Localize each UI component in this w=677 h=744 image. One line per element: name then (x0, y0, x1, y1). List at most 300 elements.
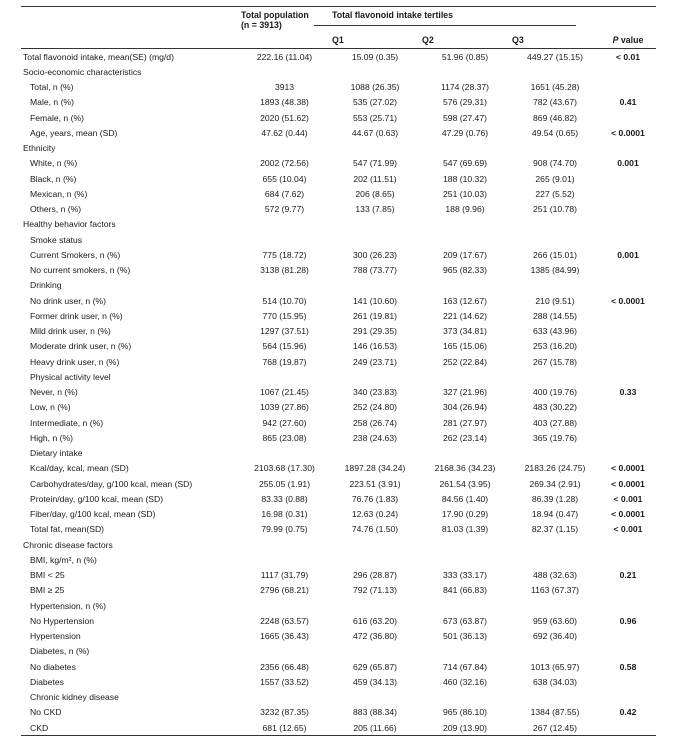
cell-q3: 1163 (67.37) (530, 585, 580, 596)
cell-q3: 265 (9.01) (535, 173, 575, 184)
cell-q3: 269.34 (2.91) (529, 478, 581, 489)
cell-q3 (510, 64, 600, 79)
cell-q2: 576 (29.31) (443, 97, 487, 108)
cell-total (239, 141, 330, 156)
cell-total: 1297 (37.51) (260, 326, 309, 337)
cell-q2: 598 (27.47) (443, 112, 487, 123)
cell-q2: 373 (34.81) (443, 326, 487, 337)
cell-q2: 673 (63.87) (443, 615, 487, 626)
cell-q2: 2168.36 (34.23) (434, 463, 496, 474)
cell-q2 (420, 141, 510, 156)
cell-q2 (420, 232, 510, 247)
cell-q3 (510, 217, 600, 232)
cell-q2: 209 (17.67) (443, 249, 487, 260)
table-row (21, 415, 656, 430)
cell-q3: 449.27 (15.15) (527, 51, 583, 62)
table-row (21, 720, 656, 736)
cell-p-value: < 0.0001 (611, 127, 645, 138)
cell-q2: 281 (27.97) (443, 417, 487, 428)
cell-p-value (600, 598, 656, 613)
cell-p-value (600, 80, 656, 95)
cell-q1 (330, 598, 420, 613)
row-label: Drinking (30, 280, 62, 291)
header-tertiles: Total flavonoid intake tertiles (332, 10, 454, 20)
table-row (21, 339, 656, 354)
cell-q1: 300 (26.23) (353, 249, 397, 260)
row-label: Dietary intake (30, 448, 83, 459)
table-row (21, 278, 656, 293)
cell-total (239, 644, 330, 659)
cell-q2 (420, 369, 510, 384)
cell-q3: 1013 (65.97) (530, 661, 580, 672)
cell-q1: 15.09 (0.35) (351, 51, 399, 62)
row-label: Smoke status (30, 234, 83, 245)
row-label: Protein/day, g/100 kcal, mean (SD) (30, 493, 164, 504)
table-row (21, 186, 656, 201)
cell-q2 (420, 446, 510, 461)
cell-q3 (510, 141, 600, 156)
cell-q1: 249 (23.71) (353, 356, 397, 367)
cell-q1: 141 (10.60) (353, 295, 397, 306)
table-row (21, 95, 656, 110)
table-body (21, 49, 656, 736)
cell-q3 (510, 598, 600, 613)
cell-q2 (420, 278, 510, 293)
cell-p-value: < 0.001 (613, 493, 643, 504)
table-row (21, 308, 656, 323)
cell-q2: 714 (67.84) (443, 661, 487, 672)
cell-p-value (600, 171, 656, 186)
cell-q2: 965 (82.33) (443, 265, 487, 276)
cell-q2: 262 (23.14) (443, 432, 487, 443)
cell-q1: 553 (25.71) (353, 112, 397, 123)
cell-q2 (420, 64, 510, 79)
characteristics-table (21, 6, 656, 736)
row-label: Physical activity level (30, 371, 111, 382)
cell-total: 655 (10.04) (262, 173, 307, 184)
table-row (21, 598, 656, 613)
cell-q1: 792 (71.13) (353, 585, 397, 596)
table-row (21, 125, 656, 140)
row-label: Fiber/day, g/100 kcal, mean (SD) (30, 509, 156, 520)
cell-total: 3913 (274, 82, 295, 93)
cell-p-value: < 0.0001 (611, 295, 645, 306)
header-blank-p (600, 7, 656, 33)
cell-total: 2248 (63.57) (260, 615, 309, 626)
cell-q2 (420, 217, 510, 232)
cell-q1: 202 (11.51) (353, 173, 397, 184)
cell-q3: 288 (14.55) (533, 310, 577, 321)
cell-p-value: < 0.001 (613, 524, 643, 535)
row-label: Hypertension, n (%) (30, 600, 106, 611)
cell-total: 1557 (33.52) (260, 676, 309, 687)
cell-q1 (330, 446, 420, 461)
cell-q1 (330, 369, 420, 384)
cell-q3: 638 (34.03) (533, 676, 577, 687)
table-row (21, 537, 656, 552)
cell-p-value (600, 674, 656, 689)
cell-p-value (600, 644, 656, 659)
cell-p-value: 0.96 (619, 615, 637, 626)
cell-total: 2020 (51.62) (260, 112, 309, 123)
row-label: Mexican, n (%) (30, 188, 88, 199)
cell-q2 (420, 552, 510, 567)
cell-q1: 133 (7.85) (355, 204, 395, 215)
cell-q2 (420, 644, 510, 659)
table-row (21, 659, 656, 674)
cell-q1 (330, 552, 420, 567)
cell-q3: 633 (43.96) (533, 326, 577, 337)
table-row (21, 644, 656, 659)
cell-q3: 251 (10.78) (533, 204, 577, 215)
cell-total: 681 (12.65) (262, 722, 307, 733)
cell-total: 1665 (36.43) (260, 631, 309, 642)
row-label: Heavy drink user, n (%) (30, 356, 120, 367)
cell-total: 2356 (66.48) (260, 661, 309, 672)
cell-q3: 227 (5.52) (535, 188, 575, 199)
cell-p-value (600, 141, 656, 156)
cell-q1: 12.63 (0.24) (351, 509, 399, 520)
table-row (21, 293, 656, 308)
row-label: Healthy behavior factors (23, 219, 116, 230)
cell-q3: 483 (30.22) (533, 402, 577, 413)
cell-p-value: 0.41 (619, 97, 637, 108)
cell-q1: 459 (34.13) (353, 676, 397, 687)
cell-q1: 291 (29.35) (353, 326, 397, 337)
cell-q1 (330, 232, 420, 247)
table-row (21, 583, 656, 598)
cell-p-value (600, 354, 656, 369)
cell-total (239, 552, 330, 567)
cell-total: 3138 (81.28) (260, 265, 309, 276)
row-label: BMI ≥ 25 (30, 585, 65, 596)
cell-p-value (600, 64, 656, 79)
table-row (21, 613, 656, 628)
cell-p-value (600, 339, 656, 354)
cell-q3: 488 (32.63) (533, 570, 577, 581)
cell-q2: 252 (22.84) (443, 356, 487, 367)
cell-p-value (600, 720, 656, 736)
cell-q1: 547 (71.99) (353, 158, 397, 169)
table-row (21, 552, 656, 567)
cell-q1 (330, 537, 420, 552)
cell-total: 942 (27.60) (262, 417, 307, 428)
cell-q2: 47.29 (0.76) (441, 127, 489, 138)
cell-p-value (600, 110, 656, 125)
table-row (21, 141, 656, 156)
cell-q3: 266 (15.01) (533, 249, 577, 260)
cell-p-value (600, 202, 656, 217)
cell-q2: 333 (33.17) (443, 570, 487, 581)
cell-q3: 82.37 (1.15) (531, 524, 579, 535)
cell-p-value: < 0.0001 (611, 509, 645, 520)
table-row (21, 354, 656, 369)
cell-q1: 44.67 (0.63) (351, 127, 399, 138)
table-row (21, 476, 656, 491)
cell-q1: 1897.28 (34.24) (344, 463, 406, 474)
cell-q3 (510, 232, 600, 247)
cell-q1: 206 (8.65) (355, 188, 395, 199)
row-label: Diabetes, n (%) (30, 646, 90, 657)
cell-q3: 253 (16.20) (533, 341, 577, 352)
table-row (21, 232, 656, 247)
cell-q3: 1385 (84.99) (530, 265, 580, 276)
cell-p-value: 0.58 (619, 661, 637, 672)
cell-total (239, 598, 330, 613)
row-label: Current Smokers, n (%) (30, 249, 121, 260)
cell-p-value (600, 324, 656, 339)
row-label: Intermediate, n (%) (30, 417, 104, 428)
row-label: Mild drink user, n (%) (30, 326, 111, 337)
cell-p-value (600, 552, 656, 567)
cell-total: 255.05 (1.91) (258, 478, 311, 489)
table-row (21, 369, 656, 384)
row-label: Total flavonoid intake, mean(SE) (mg/d) (23, 51, 174, 62)
row-label: No drink user, n (%) (30, 295, 106, 306)
cell-total: 1039 (27.86) (260, 402, 309, 413)
cell-total: 768 (19.87) (262, 356, 307, 367)
cell-total: 79.99 (0.75) (261, 524, 308, 535)
cell-total (239, 369, 330, 384)
row-label: Moderate drink user, n (%) (30, 341, 132, 352)
cell-p-value (600, 537, 656, 552)
cell-p-value (600, 629, 656, 644)
row-label: CKD (30, 722, 49, 733)
cell-q3: 49.54 (0.65) (531, 127, 579, 138)
row-label: Socio-economic characteristics (23, 66, 142, 77)
cell-q3: 1651 (45.28) (530, 82, 580, 93)
table-row (21, 522, 656, 537)
cell-q1: 629 (65.87) (353, 661, 397, 672)
header-blank-2 (21, 32, 239, 49)
header-p-italic: P (612, 35, 619, 45)
row-label: BMI < 25 (30, 570, 65, 581)
cell-total: 770 (15.95) (262, 310, 307, 321)
cell-q1: 205 (11.66) (353, 722, 397, 733)
cell-q1 (330, 141, 420, 156)
row-label: Kcal/day, kcal, mean (SD) (30, 463, 129, 474)
table-header (21, 7, 656, 49)
cell-q1: 252 (24.80) (353, 402, 397, 413)
row-label: Female, n (%) (30, 112, 84, 123)
row-label: Chronic disease factors (23, 539, 113, 550)
cell-total (239, 690, 330, 705)
row-label: Male, n (%) (30, 97, 74, 108)
table-row (21, 324, 656, 339)
table-row (21, 705, 656, 720)
cell-q1: 146 (16.53) (353, 341, 397, 352)
row-label: Hypertension (30, 631, 81, 642)
cell-q2: 163 (12.67) (443, 295, 487, 306)
cell-p-value (600, 308, 656, 323)
table-row (21, 446, 656, 461)
cell-q2: 327 (21.96) (443, 387, 487, 398)
cell-q2: 81.03 (1.39) (441, 524, 489, 535)
table-row (21, 629, 656, 644)
cell-q2: 221 (14.62) (443, 310, 487, 321)
cell-q1: 223.51 (3.91) (349, 478, 401, 489)
cell-p-value (600, 217, 656, 232)
row-label: High, n (%) (30, 432, 73, 443)
cell-q1: 616 (63.20) (353, 615, 397, 626)
header-p-rest: value (618, 35, 644, 45)
cell-q1 (330, 690, 420, 705)
cell-p-value (600, 232, 656, 247)
cell-total: 1067 (21.45) (260, 387, 309, 398)
row-label: Black, n (%) (30, 173, 77, 184)
table-row (21, 674, 656, 689)
cell-total: 16.98 (0.31) (261, 509, 308, 520)
cell-q2: 460 (32.16) (443, 676, 487, 687)
cell-q1: 340 (23.83) (353, 387, 397, 398)
row-label: Ethnicity (23, 143, 56, 154)
cell-q2: 841 (66.83) (443, 585, 487, 596)
cell-total: 514 (10.70) (262, 295, 307, 306)
cell-q3: 400 (19.76) (533, 387, 577, 398)
cell-q1: 472 (36.80) (353, 631, 397, 642)
row-label: Age, years, mean (SD) (30, 127, 118, 138)
table-row (21, 217, 656, 232)
row-label: Total fat, mean(SD) (30, 524, 105, 535)
row-label: Low, n (%) (30, 402, 71, 413)
table-row (21, 64, 656, 79)
table-row (21, 263, 656, 278)
cell-p-value (600, 446, 656, 461)
cell-total: 684 (7.62) (264, 188, 305, 199)
cell-q2 (420, 537, 510, 552)
cell-q1: 883 (88.34) (353, 707, 397, 718)
cell-p-value: 0.21 (619, 570, 637, 581)
row-label: No CKD (30, 707, 62, 718)
cell-p-value: 0.33 (619, 387, 637, 398)
cell-q2 (420, 690, 510, 705)
cell-p-value (600, 690, 656, 705)
cell-q1 (330, 644, 420, 659)
header-q3: Q3 (512, 35, 524, 45)
cell-q1: 788 (73.77) (353, 265, 397, 276)
row-label: White, n (%) (30, 158, 78, 169)
cell-p-value: < 0.0001 (611, 478, 645, 489)
cell-p-value: 0.42 (619, 707, 637, 718)
table-row (21, 568, 656, 583)
cell-q2: 188 (10.32) (443, 173, 487, 184)
cell-q2: 209 (13.90) (443, 722, 487, 733)
cell-total: 222.16 (11.04) (256, 51, 313, 62)
row-label: Carbohydrates/day, g/100 kcal, mean (SD) (30, 478, 193, 489)
cell-q1: 76.76 (1.83) (351, 493, 399, 504)
cell-q2: 304 (26.94) (443, 402, 487, 413)
cell-p-value (600, 263, 656, 278)
cell-total: 83.33 (0.88) (261, 493, 308, 504)
cell-total: 2002 (72.56) (260, 158, 309, 169)
cell-q2: 84.56 (1.40) (441, 493, 489, 504)
header-blank-3 (239, 32, 330, 49)
cell-q3 (510, 644, 600, 659)
cell-p-value (600, 415, 656, 430)
cell-q3: 782 (43.67) (533, 97, 577, 108)
cell-q1 (330, 278, 420, 293)
table-row (21, 202, 656, 217)
table-row (21, 80, 656, 95)
header-q2: Q2 (422, 35, 434, 45)
table-row (21, 385, 656, 400)
cell-total (239, 64, 330, 79)
cell-q2: 261.54 (3.95) (439, 478, 491, 489)
cell-q2: 251 (10.03) (443, 188, 487, 199)
cell-total: 1117 (31.79) (260, 570, 309, 581)
cell-p-value (600, 430, 656, 445)
cell-q2: 51.96 (0.85) (441, 51, 489, 62)
cell-total: 572 (9.77) (264, 204, 305, 215)
row-label: Never, n (%) (30, 387, 78, 398)
row-label: No diabetes (30, 661, 76, 672)
row-label: Others, n (%) (30, 204, 82, 215)
cell-total (239, 537, 330, 552)
cell-p-value (600, 583, 656, 598)
cell-q1: 535 (27.02) (353, 97, 397, 108)
header-total-population (239, 7, 330, 33)
cell-q1: 1088 (26.35) (350, 82, 400, 93)
cell-p-value: < 0.0001 (611, 463, 645, 474)
cell-q2: 965 (86.10) (443, 707, 487, 718)
header-q1: Q1 (332, 35, 344, 45)
header-blank (21, 7, 239, 33)
table-row (21, 247, 656, 262)
header-p-value (600, 32, 656, 49)
row-label: No current smokers, n (%) (30, 265, 131, 276)
cell-q1: 261 (19.81) (353, 310, 397, 321)
table-row (21, 400, 656, 415)
cell-q2: 165 (15.06) (443, 341, 487, 352)
cell-q2: 188 (9.96) (445, 204, 485, 215)
table-row (21, 171, 656, 186)
row-label: BMI, kg/m², n (%) (30, 554, 97, 565)
table-row (21, 461, 656, 476)
table-row (21, 430, 656, 445)
cell-q3: 365 (19.76) (533, 432, 577, 443)
cell-total: 3232 (87.35) (260, 707, 309, 718)
cell-p-value (600, 278, 656, 293)
cell-q3: 2183.26 (24.75) (524, 463, 586, 474)
table-row (21, 49, 656, 65)
cell-p-value (600, 369, 656, 384)
cell-total: 865 (23.08) (262, 432, 307, 443)
cell-total: 2103.68 (17.30) (254, 463, 315, 474)
row-label: Diabetes (30, 676, 64, 687)
cell-q3: 210 (9.51) (535, 295, 575, 306)
cell-total (239, 217, 330, 232)
cell-q2 (420, 598, 510, 613)
cell-q1 (330, 217, 420, 232)
cell-q3: 1384 (87.55) (530, 707, 580, 718)
cell-total: 1893 (48.38) (260, 97, 309, 108)
cell-total: 47.62 (0.44) (261, 127, 308, 138)
cell-q3 (510, 446, 600, 461)
cell-q3 (510, 278, 600, 293)
cell-total: 2796 (68.21) (260, 585, 309, 596)
header-total-n: (n = 3913) (241, 20, 282, 30)
cell-q2: 17.90 (0.29) (441, 509, 489, 520)
cell-q3 (510, 690, 600, 705)
table-row (21, 690, 656, 705)
row-label: Total, n (%) (30, 82, 74, 93)
cell-p-value: < 0.01 (615, 51, 641, 62)
cell-q3: 267 (15.78) (533, 356, 577, 367)
row-label: Former drink user, n (%) (30, 310, 123, 321)
cell-q3 (510, 369, 600, 384)
cell-q1: 258 (26.74) (353, 417, 397, 428)
cell-total (239, 446, 330, 461)
